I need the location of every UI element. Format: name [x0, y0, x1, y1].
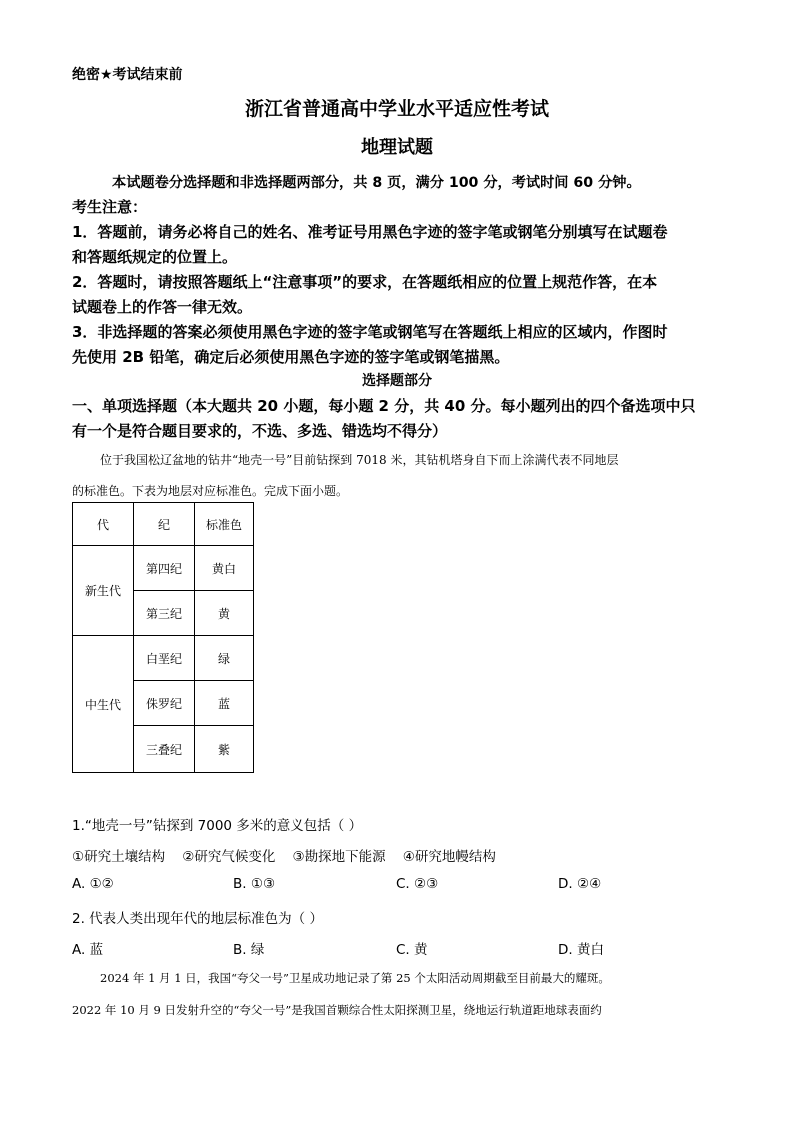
- table-color-cell: 紫: [195, 726, 254, 773]
- q1-option-a: A. ①②: [72, 876, 114, 892]
- note-1b: 和答题纸规定的位置上。: [72, 248, 238, 266]
- table-color-cell: 黄白: [195, 546, 254, 591]
- section-part-title: 选择题部分: [362, 373, 432, 389]
- q1-option-c: C. ②③: [396, 876, 439, 892]
- table-era-mesozoic: 中生代: [73, 636, 134, 773]
- table-era-cenozoic: 新生代: [73, 546, 134, 636]
- q2-option-b: B. 绿: [233, 942, 265, 958]
- q1-option-b: B. ①③: [233, 876, 276, 892]
- q2-stem: 2. 代表人类出现年代的地层标准色为（ ）: [72, 911, 323, 927]
- exam-subtitle: 地理试题: [361, 137, 433, 158]
- table-color-cell: 黄: [195, 591, 254, 636]
- stratum-color-table: [72, 502, 254, 773]
- table-period-cell: 三叠纪: [134, 726, 195, 773]
- q1-option-d: D. ②④: [558, 876, 602, 892]
- table-header-color: 标准色: [195, 503, 254, 546]
- note-2b: 试题卷上的作答一律无效。: [72, 298, 253, 316]
- table-period-cell: 第三纪: [134, 591, 195, 636]
- table-period-cell: 白垩纪: [134, 636, 195, 681]
- table-color-cell: 绿: [195, 636, 254, 681]
- passage1-line2: 的标准色。下表为地层对应标准色。完成下面小题。: [72, 484, 349, 498]
- note-3a: 3．非选择题的答案必须使用黑色字迹的签字笔或钢笔写在答题纸上相应的区域内，作图时: [72, 323, 668, 341]
- note-2a: 2．答题时，请按照答题纸上“注意事项”的要求，在答题纸相应的位置上规范作答，在本: [72, 273, 658, 291]
- passage2-line2: 2022 年 10 月 9 日发射升空的“夸父一号”是我国首颗综合性太阳探测卫星，绕地运行轨道距地球表面约: [72, 1003, 602, 1017]
- confidential-mark: 绝密★考试结束前: [72, 67, 183, 83]
- exam-title: 浙江省普通高中学业水平适应性考试: [244, 98, 549, 120]
- note-3b: 先使用 2B 铅笔，确定后必须使用黑色字迹的签字笔或钢笔描黑。: [72, 348, 510, 366]
- passage1-line1: 位于我国松辽盆地的钻井“地壳一号”目前钻探到 7018 米，其钻机塔身自下而上涂满代表不同地层: [100, 453, 619, 467]
- q1-items: ①研究土壤结构 ②研究气候变化 ③勘探地下能源 ④研究地幔结构: [72, 849, 496, 865]
- intro-text: 本试题卷分选择题和非选择题两部分，共 8 页，满分 100 分，考试时间 60 分钟。: [112, 175, 641, 191]
- note-1a: 1．答题前，请务必将自己的姓名、准考证号用黑色字迹的签字笔或钢笔分别填写在试题卷: [72, 223, 668, 241]
- section-heading-b: 有一个是符合题目要求的，不选、多选、错选均不得分）: [72, 422, 448, 440]
- table-color-cell: 蓝: [195, 681, 254, 726]
- q1-stem: 1.“地壳一号”钻探到 7000 多米的意义包括（ ）: [72, 818, 363, 834]
- q2-option-c: C. 黄: [396, 942, 428, 958]
- section-heading-a: 一、单项选择题（本大题共 20 小题，每小题 2 分，共 40 分。每小题列出的四个备选项中只: [72, 397, 696, 415]
- q2-option-a: A. 蓝: [72, 942, 104, 958]
- table-period-cell: 侏罗纪: [134, 681, 195, 726]
- notes-heading: 考生注意：: [72, 198, 148, 216]
- q2-option-d: D. 黄白: [558, 942, 604, 958]
- table-header-period: 纪: [134, 503, 195, 546]
- table-period-cell: 第四纪: [134, 546, 195, 591]
- passage2-line1: 2024 年 1 月 1 日，我国“夸父一号”卫星成功地记录了第 25 个太阳活动周期截至目前最大的耀斑。: [100, 971, 610, 985]
- table-header-era: 代: [73, 503, 134, 546]
